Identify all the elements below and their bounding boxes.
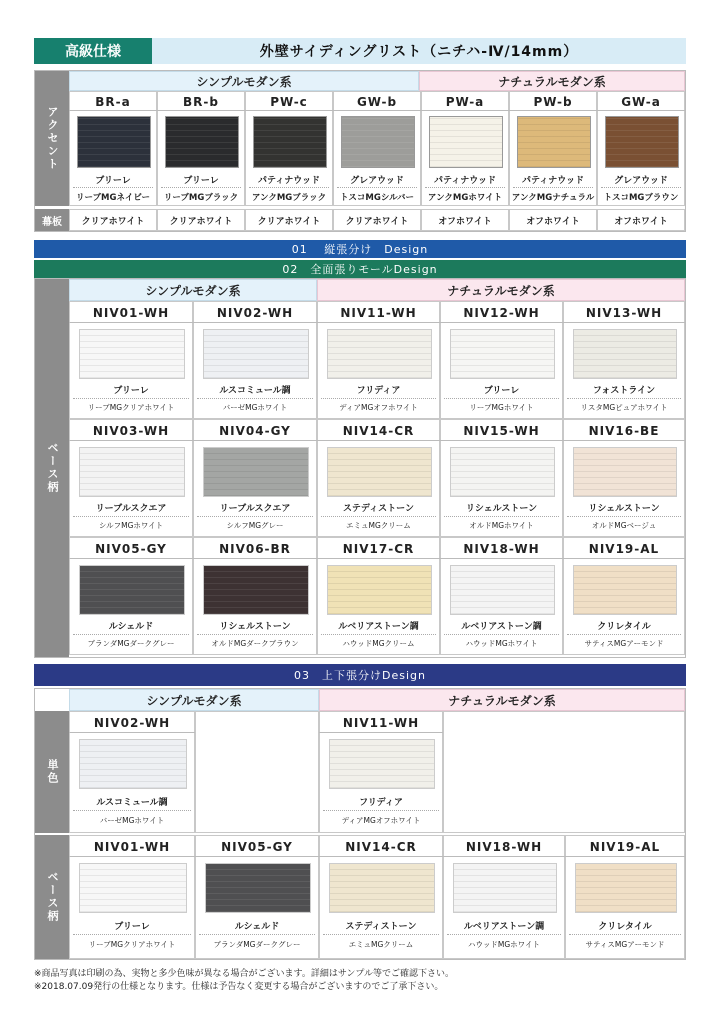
updown-code: NIV01-WH (69, 837, 195, 857)
base-code: NIV16-BE (563, 421, 685, 441)
accent-divider (161, 187, 241, 188)
accent-name: ブリーレ (183, 176, 219, 186)
base-sub: オルドMGホワイト (469, 521, 534, 530)
base-sub: ハウッドMGホワイト (465, 639, 538, 648)
base-sub: シルフMGグレー (226, 521, 284, 530)
base-name: ステディストーン (343, 504, 414, 514)
base-name: フリディア (356, 386, 401, 396)
updown-code: NIV02-WH (69, 713, 195, 733)
base-swatch (327, 329, 432, 379)
updown-name: フリディア (359, 798, 403, 808)
updown-section (34, 688, 686, 960)
updown-swatch (79, 863, 187, 913)
empty-cell (443, 711, 685, 833)
updown-name: ステディストーン (345, 922, 417, 932)
base-name: リシェルストーン (588, 504, 660, 514)
accent-sub: アンクMGブラック (251, 193, 327, 203)
base-swatch (573, 565, 677, 615)
updown-sub: ハウッドMGホワイト (468, 940, 540, 949)
updown-sub: サティスMGアーモンド (585, 940, 665, 949)
accent-sub: トスコMGブラウン (603, 193, 679, 203)
accent-code: PW-a (421, 93, 509, 111)
updown-base-label: ベース柄 (35, 835, 69, 959)
base-name: リーブルスクエア (219, 504, 291, 514)
accent-sub: アンクMGホワイト (427, 193, 503, 203)
base-swatch (450, 447, 555, 497)
base-name: ブリーレ (483, 386, 520, 396)
base-sub: サティスMGアーモンド (584, 639, 664, 648)
updown-divider (323, 934, 439, 935)
base-swatch (203, 447, 309, 497)
accent-sub: リーブMGブラック (163, 193, 239, 203)
base-group-natural: ナチュラルモダン系 (317, 279, 685, 301)
base-divider (197, 398, 313, 399)
base-group-simple: シンプルモダン系 (69, 279, 317, 301)
accent-divider (73, 187, 153, 188)
base-section (34, 278, 686, 658)
base-sub: リーブMGホワイト (469, 403, 534, 412)
base-side-label: ベース柄 (35, 279, 69, 657)
base-divider (567, 634, 681, 635)
accent-swatch (165, 116, 239, 168)
base-sub: ディアMGオフホワイト (339, 403, 418, 412)
band-01: 01 縦張分け Design (34, 240, 686, 258)
base-sub: オルドMGダークブラウン (211, 639, 299, 648)
base-name: ルベリアストーン調 (338, 622, 419, 632)
accent-section (34, 70, 686, 232)
base-swatch (573, 447, 677, 497)
note-2: ※2018.07.09発行の仕様となります。仕様は予告なく変更する場合がございますのでご了承下さい。 (34, 982, 444, 992)
base-name: リシェルストーン (465, 504, 538, 514)
updown-divider (73, 810, 191, 811)
base-swatch (450, 329, 555, 379)
base-code: NIV14-CR (317, 421, 440, 441)
base-swatch (327, 447, 432, 497)
accent-group-natural: ナチュラルモダン系 (419, 71, 685, 91)
updown-sub: ディアMGオフホワイト (341, 816, 421, 825)
updown-divider (323, 810, 439, 811)
base-divider (197, 634, 313, 635)
empty-cell (195, 711, 319, 833)
updown-code: NIV18-WH (443, 837, 565, 857)
accent-name: グレアウッド (350, 176, 404, 186)
updown-swatch (205, 863, 311, 913)
updown-name: ルベリアストーン調 (463, 922, 545, 932)
updown-sub: エミュMGクリーム (348, 940, 414, 949)
base-name: ルスコミュール調 (219, 386, 291, 396)
single-color-label (35, 711, 69, 833)
trim-value: クリアホワイト (169, 217, 233, 227)
base-divider (73, 516, 189, 517)
accent-name: グレアウッド (614, 176, 668, 186)
accent-sub: リーブMGネイビー (75, 193, 150, 203)
base-sub: バーゼMGホワイト (222, 403, 288, 412)
base-swatch (79, 329, 185, 379)
updown-code: NIV11-WH (319, 713, 443, 733)
base-sub: エミュMGクリーム (346, 521, 411, 530)
accent-code: BR-b (157, 93, 245, 111)
base-name: リシェルストーン (219, 622, 291, 632)
band-03: 03 上下張分けDesign (34, 664, 686, 686)
accent-swatch (429, 116, 503, 168)
accent-divider (601, 187, 681, 188)
base-name: クリレタイル (597, 622, 651, 632)
base-code: NIV02-WH (193, 303, 317, 323)
base-code: NIV05-GY (69, 539, 193, 559)
accent-code: GW-b (333, 93, 421, 111)
base-divider (321, 516, 436, 517)
base-name: フォストライン (592, 386, 656, 396)
base-code: NIV17-CR (317, 539, 440, 559)
accent-swatch (253, 116, 327, 168)
updown-code: NIV14-CR (319, 837, 443, 857)
accent-code: PW-c (245, 93, 333, 111)
updown-sub: バーゼMGホワイト (99, 816, 165, 825)
updown-group-natural: ナチュラルモダン系 (319, 689, 685, 711)
base-swatch (203, 565, 309, 615)
base-sub: リーブMGクリアホワイト (87, 403, 175, 412)
updown-sub: ブランダMGダークグレー (213, 940, 301, 949)
base-swatch (450, 565, 555, 615)
trim-value: オフホワイト (614, 217, 668, 227)
accent-name: パティナウッド (257, 176, 321, 186)
accent-name: パティナウッド (433, 176, 497, 186)
updown-group-simple: シンプルモダン系 (69, 689, 319, 711)
updown-name: クリレタイル (598, 922, 652, 932)
base-sub: リスタMGピュアホワイト (580, 403, 668, 412)
base-sub: ハウッドMGクリーム (342, 639, 415, 648)
base-code: NIV03-WH (69, 421, 193, 441)
accent-sub: トスコMGシルバー (339, 193, 415, 203)
accent-sub: アンクMGナチュラル (511, 193, 595, 203)
base-swatch (79, 447, 185, 497)
base-divider (73, 398, 189, 399)
updown-swatch (575, 863, 677, 913)
base-swatch (79, 565, 185, 615)
accent-swatch (341, 116, 415, 168)
accent-code: BR-a (69, 93, 157, 111)
base-swatch (203, 329, 309, 379)
updown-swatch (453, 863, 557, 913)
accent-swatch (77, 116, 151, 168)
base-name: ルベリアストーン調 (461, 622, 542, 632)
updown-code: NIV19-AL (565, 837, 685, 857)
base-divider (444, 516, 559, 517)
updown-divider (447, 934, 561, 935)
band-02: 02 全面張りモールDesign (34, 260, 686, 278)
grade-label: 高級仕様 (34, 38, 152, 64)
base-code: NIV04-GY (193, 421, 317, 441)
note-1: ※商品写真は印刷の為、実物と多少色味が異なる場合がございます。詳細はサンプル等でご確認下さい。 (34, 969, 455, 979)
trim-value: オフホワイト (526, 217, 580, 227)
base-swatch (573, 329, 677, 379)
trim-value: オフホワイト (438, 217, 492, 227)
accent-swatch (517, 116, 591, 168)
base-sub: ブランダMGダークグレー (87, 639, 175, 648)
base-code: NIV06-BR (193, 539, 317, 559)
updown-divider (199, 934, 315, 935)
base-divider (321, 634, 436, 635)
base-code: NIV12-WH (440, 303, 563, 323)
updown-swatch (329, 863, 435, 913)
base-divider (73, 634, 189, 635)
trim-side-label: 幕板 (35, 209, 69, 231)
base-divider (197, 516, 313, 517)
base-divider (444, 398, 559, 399)
accent-divider (513, 187, 593, 188)
updown-divider (569, 934, 681, 935)
updown-sub: リーブMGクリアホワイト (88, 940, 176, 949)
base-divider (567, 516, 681, 517)
updown-code: NIV05-GY (195, 837, 319, 857)
trim-value: クリアホワイト (81, 217, 145, 227)
base-code: NIV11-WH (317, 303, 440, 323)
accent-code: PW-b (509, 93, 597, 111)
accent-divider (337, 187, 417, 188)
base-name: ルシェルド (108, 622, 154, 632)
base-divider (321, 398, 436, 399)
updown-divider (73, 934, 191, 935)
updown-name: ルシェルド (234, 922, 280, 932)
base-divider (444, 634, 559, 635)
base-code: NIV13-WH (563, 303, 685, 323)
accent-code: GW-a (597, 93, 685, 111)
accent-swatch (605, 116, 679, 168)
base-name: ブリーレ (113, 386, 149, 396)
single-color-text: 単色 (46, 759, 59, 785)
accent-divider (249, 187, 329, 188)
accent-group-simple: シンプルモダン系 (69, 71, 419, 91)
base-sub: シルフMGホワイト (98, 521, 164, 530)
base-code: NIV18-WH (440, 539, 563, 559)
trim-value: クリアホワイト (345, 217, 409, 227)
base-divider (567, 398, 681, 399)
accent-side-label: アクセント (35, 71, 69, 206)
page-title: 外壁サイディングリスト（ニチハ-Ⅳ/14mm） (152, 38, 686, 64)
base-name: リーブルスクエア (95, 504, 167, 514)
base-code: NIV15-WH (440, 421, 563, 441)
updown-swatch (329, 739, 435, 789)
base-code: NIV19-AL (563, 539, 685, 559)
updown-swatch (79, 739, 187, 789)
updown-name: ブリーレ (114, 922, 150, 932)
accent-divider (425, 187, 505, 188)
trim-value: クリアホワイト (257, 217, 321, 227)
base-sub: オルドMGベージュ (591, 521, 657, 530)
base-code: NIV01-WH (69, 303, 193, 323)
accent-name: ブリーレ (95, 176, 131, 186)
updown-name: ルスコミュール調 (96, 798, 168, 808)
base-swatch (327, 565, 432, 615)
accent-name: パティナウッド (521, 176, 585, 186)
